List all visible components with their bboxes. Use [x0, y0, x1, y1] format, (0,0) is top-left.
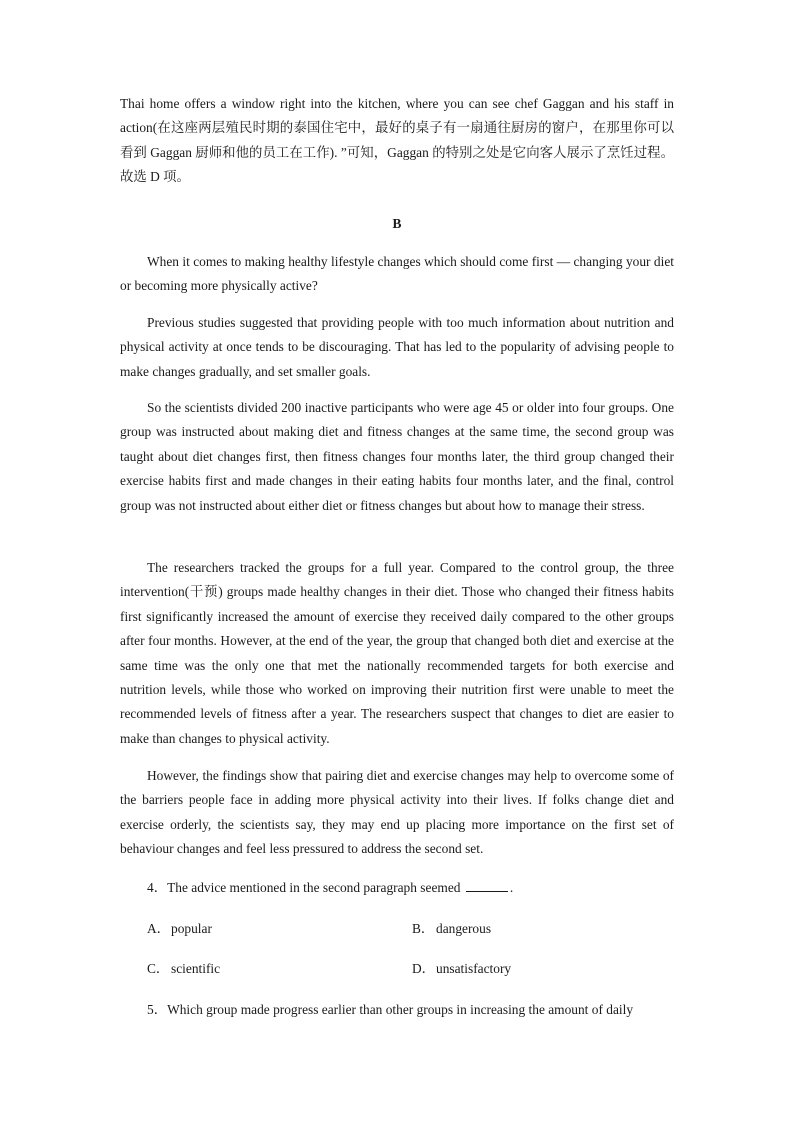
option-letter: B．	[412, 921, 435, 936]
passage-paragraph-1: When it comes to making healthy lifestyle changes which should come first — changing your diet or becoming more physically active?	[120, 254, 674, 294]
option-c[interactable]	[147, 957, 220, 981]
option-text: popular	[171, 921, 212, 936]
option-text: unsatisfactory	[436, 961, 512, 976]
question-5	[147, 998, 674, 1022]
passage-paragraph-4: The researchers tracked the groups for a full year. Compared to the control group, the three intervention(干预) groups made healthy changes in their diet. Those who changed their fitness habits first significantly increased the amount of exercise they received daily compared to the other groups after four months. However, at the end of the year, the group that changed both diet and exercise at the same time was the only one that met the nationally recommended targets for both exercise and nutrition levels, while those who worked on improving their nutrition first were unable to meet the recommended levels of fitness after a year. The researchers suspect that changes to diet are easier to make than changes to physical activity.	[120, 560, 674, 746]
section-heading: B	[392, 216, 402, 231]
question-stem: Which group made progress earlier than other groups in increasing the amount of daily	[167, 1002, 634, 1017]
previous-answer-explanation: Thai home offers a window right into the kitchen, where you can see chef Gaggan and his staff in action(在这座两层殖民时期的泰国住宅中，最好的桌子有一扇通往厨房的窗户，在那里你可以看到 Gaggan 厨师和他的员工在工作). ”可知，Gaggan 的特别之处是它向客人展示了烹饪过程。故选 D 项。	[120, 96, 674, 185]
question-number: 4．	[147, 880, 168, 895]
option-d[interactable]	[412, 957, 511, 981]
question-number: 5．	[147, 1002, 168, 1017]
option-letter: A．	[147, 921, 171, 936]
passage-paragraph-5: However, the findings show that pairing diet and exercise changes may help to overcome some of the barriers people face in adding more physical activity into their lives. If folks change diet and exercise orderly, the scientists say, they may end up placing more importance on the first set of behaviour changes and feel less pressured to address the second set.	[120, 768, 674, 857]
option-letter: D．	[412, 961, 436, 976]
option-letter: C．	[147, 961, 170, 976]
question-stem: The advice mentioned in the second paragraph seemed	[167, 880, 461, 895]
answer-blank	[466, 878, 508, 892]
passage-paragraph-3: So the scientists divided 200 inactive participants who were age 45 or older into four groups. One group was instructed about making diet and fitness changes at the same time, the second group was taught about diet changes first, then fitness changes four months later, the third group changed their exercise habits first and made changes in their eating habits four months later, and the final, control group was not instructed about either diet or fitness changes but about how to manage their stress.	[120, 400, 674, 513]
question-stem-end: .	[509, 880, 514, 895]
option-text: scientific	[171, 961, 221, 976]
option-text: dangerous	[436, 921, 492, 936]
option-b[interactable]	[412, 917, 491, 941]
passage-paragraph-2: Previous studies suggested that providing people with too much information about nutrition and physical activity at once tends to be discouraging. That has led to the popularity of advising people to make changes gradually, and set smaller goals.	[120, 315, 674, 379]
option-a[interactable]	[147, 917, 212, 941]
question-4	[147, 876, 674, 900]
